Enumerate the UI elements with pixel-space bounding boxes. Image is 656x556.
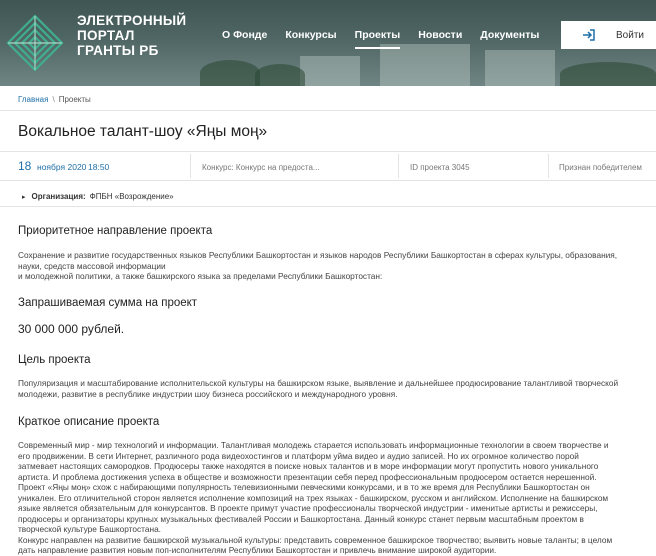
text-line: продюсеры и организаторы крупных музыкальных фестивалей России и Башкортостана. Данный конкурс станет первым масштабным проектом в — [18, 513, 584, 524]
divider — [548, 154, 549, 178]
text-line: уникален. Его отличительной сторон является исполнение композиций на трех языках - башкирском, русском и английском. Исполнение на башкирском — [18, 492, 609, 503]
text-line: Современный мир - мир технологий и информации. Талантливая молодежь старается использовать информационные технологии в своем творчестве и — [18, 440, 609, 450]
text-line: его продвижении. В сети Интернет, различного рода видеохостингов и платформ уйма видео и аудио записей. Но их огромное количество порой — [18, 450, 579, 461]
nav-item-news[interactable]: Новости — [418, 29, 463, 41]
section-text-priority — [18, 250, 640, 282]
site-header — [0, 0, 656, 86]
section-text-goal — [18, 378, 640, 399]
logo-line: ПОРТАЛ — [77, 28, 135, 43]
nav-item-documents[interactable]: Документы — [480, 29, 540, 41]
divider — [190, 154, 191, 178]
status-badge: Признан победителем — [559, 163, 642, 172]
text-line: Популяризация и масштабирование исполнительской культуры на башкирском языке, выявление и дальнейшее продюсирование талантливой творческой — [18, 378, 619, 388]
login-label: Войти — [616, 29, 644, 41]
logo-line: ГРАНТЫ РБ — [77, 43, 159, 58]
divider — [398, 154, 399, 178]
section-title-summary: Краткое описание проекта — [18, 416, 160, 428]
header-background-tree — [255, 64, 305, 86]
logo-icon[interactable] — [6, 14, 64, 72]
date-month: ноября 2020 — [37, 162, 87, 172]
main-nav — [222, 29, 557, 49]
text-line: Конкурс направлен на развитие башкирской музыкальной культуры: представить современное башкирское творчество; выявить новые таланты; в целом — [18, 534, 613, 545]
breadcrumb-current: Проекты — [58, 95, 91, 104]
text-line: артиста. И проблема достижения успеха в обществе и возможности презентации себя перед профессиональным продюсером остается нерешенной. — [18, 471, 597, 482]
section-title-priority: Приоритетное направление проекта — [18, 225, 213, 237]
divider — [0, 151, 656, 152]
breadcrumb-home[interactable]: Главная — [18, 95, 49, 104]
organization-value: ФПБН «Возрождение» — [89, 192, 174, 201]
date-time: 18:50 — [88, 162, 110, 172]
date-day: 18 — [18, 159, 32, 173]
header-background-building — [485, 50, 555, 86]
header-background-building — [300, 56, 360, 86]
login-button[interactable] — [561, 21, 656, 49]
header-background-tree — [560, 62, 656, 86]
text-line: языке является обязательным для конкурсантов. В проекте примут участие профессионалы творческой индустрии - именитые артисты и режиссеры, — [18, 503, 598, 513]
section-text-summary — [18, 440, 640, 556]
text-line: затмевает настоящих самородков. Продюсеры также находятся в поиске новых талантов и в море информации могут пропустить нового уникального — [18, 461, 599, 471]
section-title-goal: Цель проекта — [18, 354, 91, 366]
nav-item-projects[interactable]: Проекты — [355, 29, 401, 49]
project-id: ID проекта 3045 — [410, 163, 470, 172]
text-line: творческой культуре Башкортостана. — [18, 524, 161, 534]
divider — [0, 206, 656, 207]
contest-link[interactable]: Конкурс: Конкурс на предоста... — [202, 163, 320, 172]
divider — [0, 110, 656, 111]
page-title: Вокальное талант-шоу «Яңы моң» — [18, 123, 268, 140]
text-line: дать направление развития новым поп-исполнителям Республики Башкортостан и привлечь внимание широкой аудитории. — [18, 545, 497, 555]
section-title-requested: Запрашиваемая сумма на проект — [18, 297, 198, 309]
requested-amount: 30 000 000 рублей. — [18, 322, 125, 336]
sign-in-icon — [581, 27, 597, 43]
breadcrumb-separator: \ — [52, 95, 55, 104]
text-line: молодежи, развитие в республике индустрии шоу бизнеса российского и международного уровня. — [18, 388, 398, 399]
nav-item-about[interactable]: О Фонде — [222, 29, 268, 41]
divider — [0, 180, 656, 181]
organization-label: Организация: — [31, 192, 86, 201]
logo-text[interactable] — [77, 13, 197, 58]
text-line: Сохранение и развитие государственных языков Республики Башкортостан и языков народов Республики Башкортостан в сферах культуры, образования, — [18, 250, 618, 260]
organization-toggle[interactable] — [22, 192, 174, 201]
breadcrumb — [18, 95, 91, 104]
header-background-tree — [200, 60, 260, 86]
text-line: и молодежной политики, а также башкирского языка за пределами Республики Башкортостан: — [18, 271, 383, 281]
nav-item-contests[interactable]: Конкурсы — [285, 29, 337, 41]
text-line: Проект «Яңы моң» схож с набирающими популярность телевизионными певческими конкурсами, и в то же время для Республики Башкортостан он — [18, 482, 590, 492]
logo-line: ЭЛЕКТРОННЫЙ — [77, 13, 187, 28]
header-background-building — [380, 44, 470, 86]
caret-right-icon: ▸ — [22, 194, 26, 201]
text-line: науки, средств массовой информации — [18, 260, 166, 271]
